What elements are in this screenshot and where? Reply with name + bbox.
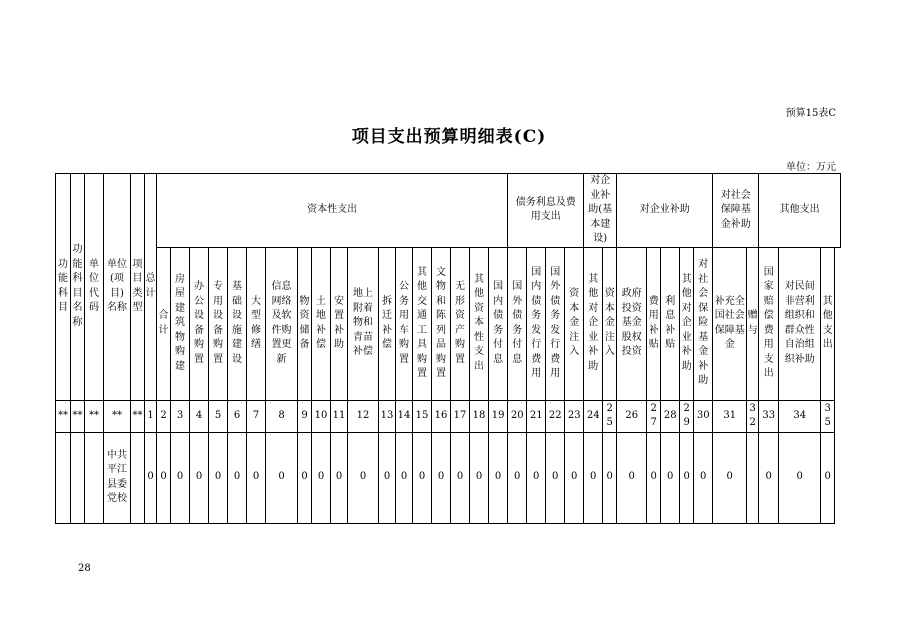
column-header: 国家赔偿费用支出 bbox=[759, 247, 779, 400]
column-code: 16 bbox=[432, 400, 451, 432]
column-code: 5 bbox=[209, 400, 228, 432]
table-cell: 0 bbox=[266, 432, 298, 523]
column-header: 办公设备购置 bbox=[190, 247, 209, 400]
column-header: 其他资本性支出 bbox=[470, 247, 489, 400]
table-cell: 0 bbox=[157, 432, 171, 523]
group-header: 债务利息及费用支出 bbox=[508, 174, 584, 248]
column-code: 18 bbox=[470, 400, 489, 432]
column-code: ** bbox=[71, 400, 85, 432]
column-header: 单位代码 bbox=[85, 174, 104, 401]
group-header: 对企业补助 bbox=[617, 174, 713, 248]
code-row bbox=[56, 400, 841, 432]
column-header: 项目类型 bbox=[131, 174, 145, 401]
column-code: 25 bbox=[603, 400, 617, 432]
column-header: 政府投资基金股权投资 bbox=[617, 247, 647, 400]
column-header: 大型修缮 bbox=[247, 247, 266, 400]
group-header: 对企业补助(基本建设) bbox=[584, 174, 617, 248]
table-cell: 0 bbox=[603, 432, 617, 523]
table-cell: 0 bbox=[565, 432, 584, 523]
column-code: 17 bbox=[451, 400, 470, 432]
column-header: 总计 bbox=[145, 174, 157, 401]
column-header: 专用设备购置 bbox=[209, 247, 228, 400]
column-code: 29 bbox=[680, 400, 694, 432]
column-header: 补充全国社会保障基金 bbox=[713, 247, 747, 400]
page-number: 28 bbox=[78, 563, 91, 574]
column-header: 国外债务付息 bbox=[508, 247, 527, 400]
table-row bbox=[56, 432, 841, 523]
table-cell: 中共平江县委党校 bbox=[104, 432, 131, 523]
header-row-groups bbox=[56, 174, 841, 248]
column-header: 房屋建筑物购建 bbox=[171, 247, 190, 400]
table-cell: 0 bbox=[527, 432, 546, 523]
column-header: 公务用车购置 bbox=[396, 247, 413, 400]
column-code: 6 bbox=[228, 400, 247, 432]
column-code: 30 bbox=[694, 400, 713, 432]
column-code: 28 bbox=[661, 400, 680, 432]
column-code: 13 bbox=[379, 400, 396, 432]
table-cell: 0 bbox=[821, 432, 835, 523]
column-code: 21 bbox=[527, 400, 546, 432]
table-cell: 0 bbox=[228, 432, 247, 523]
column-header: 国外债务发行费用 bbox=[546, 247, 565, 400]
table-cell: 0 bbox=[470, 432, 489, 523]
table-cell: 0 bbox=[680, 432, 694, 523]
table-cell: 0 bbox=[546, 432, 565, 523]
table-cell: 0 bbox=[713, 432, 747, 523]
column-header: 功能科目 bbox=[56, 174, 71, 401]
table-cell: 0 bbox=[190, 432, 209, 523]
column-code: 8 bbox=[266, 400, 298, 432]
column-code: 34 bbox=[779, 400, 821, 432]
budget-table bbox=[55, 173, 841, 524]
table-cell: 0 bbox=[489, 432, 508, 523]
table-cell: 0 bbox=[508, 432, 527, 523]
table-cell: 0 bbox=[584, 432, 603, 523]
table-cell: 0 bbox=[171, 432, 190, 523]
table-cell: 0 bbox=[312, 432, 331, 523]
column-header: 地上附着物和青苗补偿 bbox=[348, 247, 379, 400]
column-code: 4 bbox=[190, 400, 209, 432]
column-header: 土地补偿 bbox=[312, 247, 331, 400]
column-header: 其他对企业补助 bbox=[680, 247, 694, 400]
table-cell: 0 bbox=[247, 432, 266, 523]
table-cell: 0 bbox=[209, 432, 228, 523]
group-header: 其他支出 bbox=[759, 174, 841, 248]
column-code: 1 bbox=[145, 400, 157, 432]
column-header: 信息网络及软件购置更新 bbox=[266, 247, 298, 400]
column-header: 对民间非营利组织和群众性自治组织补助 bbox=[779, 247, 821, 400]
column-code: 12 bbox=[348, 400, 379, 432]
column-code: ** bbox=[85, 400, 104, 432]
column-header: 安置补助 bbox=[331, 247, 348, 400]
column-code: 19 bbox=[489, 400, 508, 432]
table-cell bbox=[71, 432, 85, 523]
table-cell: 0 bbox=[396, 432, 413, 523]
column-code: 24 bbox=[584, 400, 603, 432]
column-code: 32 bbox=[747, 400, 759, 432]
column-header: 其他支出 bbox=[821, 247, 835, 400]
table-cell: 0 bbox=[661, 432, 680, 523]
column-header: 物资储备 bbox=[298, 247, 312, 400]
column-header: 合计 bbox=[157, 247, 171, 400]
column-header: 基础设施建设 bbox=[228, 247, 247, 400]
table-cell bbox=[56, 432, 71, 523]
column-code: 23 bbox=[565, 400, 584, 432]
column-code: 20 bbox=[508, 400, 527, 432]
column-code: ** bbox=[131, 400, 145, 432]
table-cell: 0 bbox=[647, 432, 661, 523]
column-header: 费用补贴 bbox=[647, 247, 661, 400]
column-header: 功能科目名称 bbox=[71, 174, 85, 401]
column-code: 33 bbox=[759, 400, 779, 432]
column-code: 35 bbox=[821, 400, 835, 432]
column-code: ** bbox=[104, 400, 131, 432]
table-cell: 0 bbox=[298, 432, 312, 523]
column-code: 22 bbox=[546, 400, 565, 432]
column-code: 9 bbox=[298, 400, 312, 432]
table-cell: 0 bbox=[379, 432, 396, 523]
column-header: 国内债务付息 bbox=[489, 247, 508, 400]
column-header: 其他对企业补助 bbox=[584, 247, 603, 400]
column-header: 资本金注入 bbox=[565, 247, 584, 400]
column-header: 赠与 bbox=[747, 247, 759, 400]
column-header: 资本金注入 bbox=[603, 247, 617, 400]
column-code: 2 bbox=[157, 400, 171, 432]
column-header: 其他交通工具购置 bbox=[413, 247, 432, 400]
table-cell: 0 bbox=[348, 432, 379, 523]
table-cell: 0 bbox=[759, 432, 779, 523]
column-header: 文物和陈列品购置 bbox=[432, 247, 451, 400]
group-header: 资本性支出 bbox=[157, 174, 508, 248]
table-cell: 0 bbox=[413, 432, 432, 523]
column-code: 3 bbox=[171, 400, 190, 432]
column-code: 7 bbox=[247, 400, 266, 432]
column-header: 单位(项目)名称 bbox=[104, 174, 131, 401]
page-title: 项目支出预算明细表(C) bbox=[351, 127, 547, 147]
table-cell bbox=[85, 432, 104, 523]
unit-label: 单位：万元 bbox=[786, 162, 836, 173]
table-cell bbox=[747, 432, 759, 523]
column-code: 14 bbox=[396, 400, 413, 432]
column-header: 利息补贴 bbox=[661, 247, 680, 400]
table-cell: 0 bbox=[451, 432, 470, 523]
column-code: 10 bbox=[312, 400, 331, 432]
column-header: 对社会保险基金补助 bbox=[694, 247, 713, 400]
table-cell: 0 bbox=[432, 432, 451, 523]
table-cell: 0 bbox=[779, 432, 821, 523]
column-header: 无形资产购置 bbox=[451, 247, 470, 400]
column-code: 11 bbox=[331, 400, 348, 432]
column-header: 国内债务发行费用 bbox=[527, 247, 546, 400]
column-code: 27 bbox=[647, 400, 661, 432]
table-cell bbox=[131, 432, 145, 523]
table-cell: 0 bbox=[331, 432, 348, 523]
column-code: 31 bbox=[713, 400, 747, 432]
form-code: 预算15表C bbox=[785, 108, 836, 119]
header-row-columns bbox=[56, 247, 841, 400]
table-cell: 0 bbox=[617, 432, 647, 523]
column-code: 15 bbox=[413, 400, 432, 432]
table-cell: 0 bbox=[694, 432, 713, 523]
column-code: ** bbox=[56, 400, 71, 432]
column-header: 拆迁补偿 bbox=[379, 247, 396, 400]
table-cell: 0 bbox=[145, 432, 157, 523]
column-code: 26 bbox=[617, 400, 647, 432]
group-header: 对社会保障基金补助 bbox=[713, 174, 759, 248]
